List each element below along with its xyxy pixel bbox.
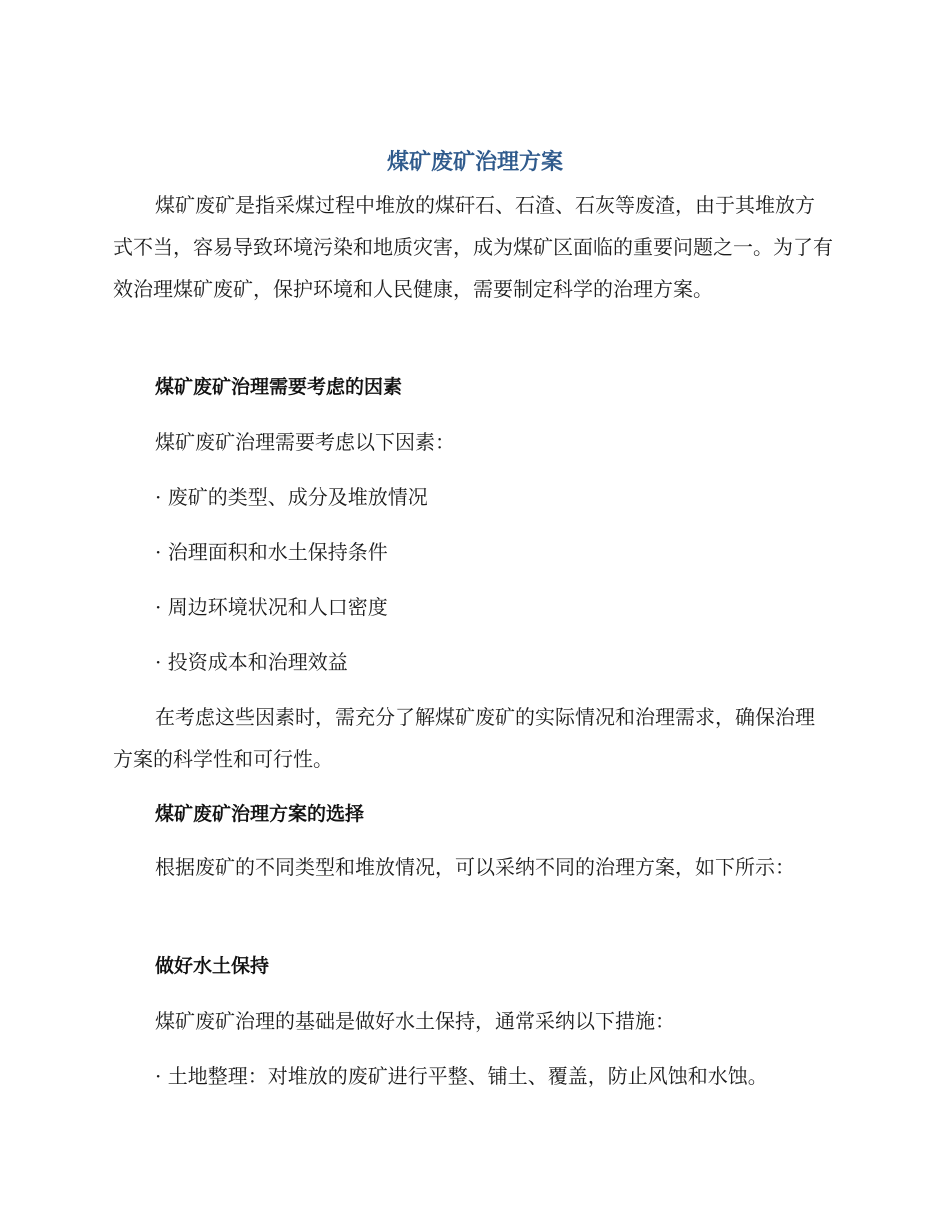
factors-closing-paragraph: 在考虑这些因素时，需充分了解煤矿废矿的实际情况和治理需求，确保治理方案的科学性和可行性。	[113, 705, 815, 771]
selection-lead-paragraph: 根据废矿的不同类型和堆放情况，可以采纳不同的治理方案，如下所示：	[155, 855, 795, 879]
document-title: 煤矿废矿治理方案	[386, 150, 563, 175]
list-item: · 治理面积和水土保持条件	[155, 540, 388, 564]
section-heading-selection: 煤矿废矿治理方案的选择	[155, 803, 365, 825]
list-item: · 土地整理：对堆放的废矿进行平整、铺土、覆盖，防止风蚀和水蚀。	[155, 1064, 768, 1088]
list-item: · 投资成本和治理效益	[155, 650, 348, 674]
section-lead-factors: 煤矿废矿治理需要考虑以下因素：	[155, 430, 455, 454]
intro-paragraph: 煤矿废矿是指采煤过程中堆放的煤矸石、石渣、石灰等废渣，由于其堆放方式不当，容易导致环境污染和地质灾害，成为煤矿区面临的重要问题之一。为了有效治理煤矿废矿，保护环境和人民健康，需要制定科学的治理方案。	[113, 193, 833, 301]
list-item: · 周边环境状况和人口密度	[155, 595, 388, 619]
section-heading-soil-conservation: 做好水土保持	[155, 955, 270, 977]
section-heading-factors: 煤矿废矿治理需要考虑的因素	[155, 376, 403, 398]
section-lead-soil-conservation: 煤矿废矿治理的基础是做好水土保持，通常采纳以下措施：	[155, 1009, 675, 1033]
list-item: · 废矿的类型、成分及堆放情况	[155, 485, 428, 509]
